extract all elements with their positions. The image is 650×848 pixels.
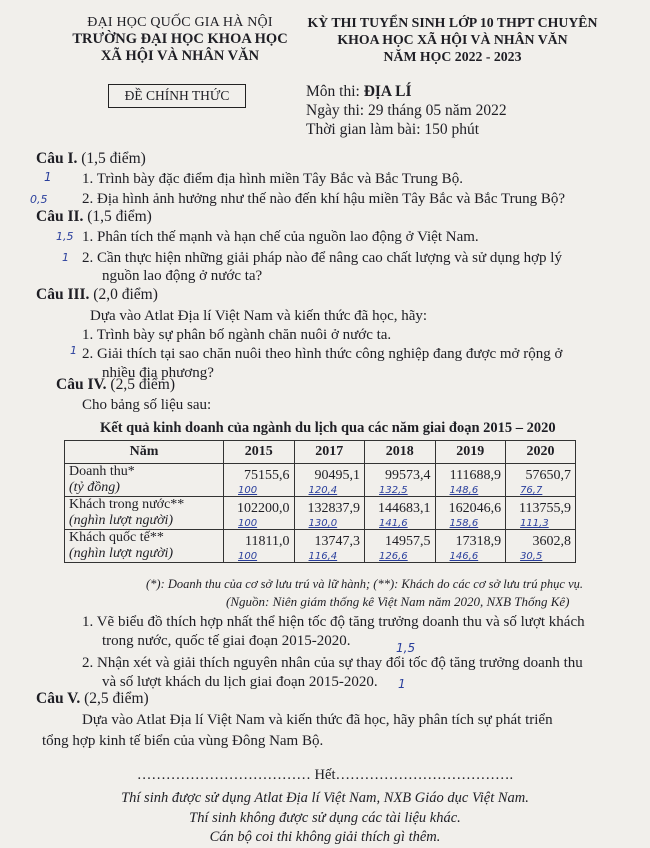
handwritten-index: 130,0 (308, 518, 338, 529)
handwritten-index: 148,6 (449, 485, 479, 496)
university-line-3: XÃ HỘI VÀ NHÂN VĂN (100, 48, 260, 64)
cell-value: 132837,9 (307, 501, 361, 516)
university-line-1: ĐẠI HỌC QUỐC GIA HÀ NỘI (87, 15, 273, 30)
question-4-intro: Cho bảng số liệu sau: (82, 397, 212, 413)
question-2-title: Câu II. (36, 208, 84, 225)
cell-value: 13747,3 (314, 534, 361, 549)
table-cell (435, 464, 506, 497)
cell-value: 57650,7 (525, 468, 571, 483)
handwritten-index: 100 (238, 551, 258, 562)
handwritten-score: 1 (62, 251, 69, 264)
cell-value: 111688,9 (449, 468, 502, 483)
handwritten-index: 76,7 (520, 485, 543, 496)
question-1-item-1: 1. Trình bày đặc điểm địa hình miền Tây Bắc và Bắc Trung Bộ. (82, 171, 463, 187)
question-4-item-1-cont: trong nước, quốc tế giai đoạn 2015-2020. (102, 633, 351, 649)
cell-value: 162046,6 (448, 501, 502, 516)
handwritten-index: 132,5 (379, 485, 408, 496)
handwritten-score: 0,5 (30, 193, 48, 206)
exam-date: Ngày thi: 29 tháng 05 năm 2022 (306, 102, 507, 119)
row-name: Khách trong nước** (69, 497, 185, 512)
subject-label: Môn thi: (306, 83, 364, 100)
table-title: Kết quả kinh doanh của ngành du lịch qua các năm giai đoạn 2015 – 2020 (100, 420, 556, 436)
handwritten-index: 100 (238, 485, 258, 496)
row-name: Doanh thu* (69, 464, 135, 479)
question-2-points: (1,5 điểm) (83, 208, 152, 225)
row-label (65, 530, 224, 563)
question-2-item-1: 1. Phân tích thế mạnh và hạn chế của nguồn lao động ở Việt Nam. (82, 229, 479, 245)
question-2-item-2: 2. Cần thực hiện những giải pháp nào để nâng cao chất lượng và sử dụng hợp lý (82, 250, 562, 266)
question-4-item-2: 2. Nhận xét và giải thích nguyên nhân của sự thay đổi tốc độ tăng trưởng doanh thu (82, 655, 583, 671)
question-4-heading (56, 376, 175, 394)
question-2-heading (36, 208, 152, 226)
table-cell (224, 530, 295, 563)
cell-value: 90495,1 (314, 468, 361, 483)
cell-value: 3602,8 (532, 534, 571, 549)
table-cell (294, 497, 365, 530)
table-row (65, 497, 576, 530)
table-cell (294, 530, 365, 563)
university-line-2: TRƯỜNG ĐẠI HỌC KHOA HỌC (72, 31, 288, 47)
exam-duration: Thời gian làm bài: 150 phút (306, 121, 480, 138)
exam-title-line-2: KHOA HỌC XÃ HỘI VÀ NHÂN VĂN (337, 32, 568, 47)
table-header-year: 2018 (365, 441, 436, 464)
university-block (60, 14, 300, 65)
handwritten-index: 141,6 (379, 518, 408, 529)
question-5-line-2: tổng hợp kinh tế biển của vùng Đông Nam Bộ. (42, 733, 324, 749)
table-header-year: 2019 (435, 441, 506, 464)
footer-note-2: Thí sinh không được sử dụng các tài liệu khác. (189, 810, 461, 826)
handwritten-score: 1 (70, 344, 77, 357)
exam-title-line-3: NĂM HỌC 2022 - 2023 (383, 49, 522, 64)
row-name: Khách quốc tế** (69, 530, 164, 545)
question-5-line-1: Dựa vào Atlat Địa lí Việt Nam và kiến thức đã học, hãy phân tích sự phát triển (82, 712, 553, 728)
handwritten-index: 120,4 (308, 485, 338, 496)
handwritten-score: 1,5 (396, 641, 416, 655)
cell-value: 14957,5 (385, 534, 431, 549)
question-3-title: Câu III. (36, 286, 90, 303)
question-1-title: Câu I. (36, 150, 78, 167)
handwritten-index: 111,3 (520, 518, 549, 529)
table-row (65, 464, 576, 497)
table-row (65, 530, 576, 563)
question-1-points: (1,5 điểm) (77, 150, 146, 167)
question-3-item-2: 2. Giải thích tại sao chăn nuôi theo hình thức công nghiệp đang được mở rộng ở (82, 346, 563, 362)
question-5-points: (2,5 điểm) (80, 690, 149, 707)
cell-value: 144683,1 (378, 501, 431, 516)
handwritten-index: 126,6 (379, 551, 408, 562)
cell-value: 17318,9 (455, 534, 502, 549)
row-unit: (nghìn lượt người) (69, 546, 174, 561)
cell-value: 102200,0 (237, 501, 290, 516)
question-3-heading (36, 286, 158, 304)
table-cell (365, 464, 436, 497)
question-3-item-1: 1. Trình bày sự phân bố ngành chăn nuôi ở nước ta. (82, 327, 392, 343)
cell-value: 11811,0 (245, 534, 290, 549)
table-cell (506, 497, 576, 530)
table-cell (224, 464, 295, 497)
row-unit: (tỷ đồng) (69, 480, 120, 495)
table-header-label: Năm (65, 441, 224, 464)
question-4-title: Câu IV. (56, 376, 107, 393)
table-header-year: 2015 (224, 441, 295, 464)
table-cell (506, 464, 576, 497)
handwritten-index: 116,4 (308, 551, 338, 562)
table-cell (435, 497, 506, 530)
handwritten-score: 1 (44, 170, 52, 184)
exam-title-block (300, 14, 605, 65)
handwritten-index: 30,5 (520, 551, 543, 562)
cell-value: 75155,6 (244, 468, 290, 483)
handwritten-index: 158,6 (449, 518, 479, 529)
footer-note-3: Cán bộ coi thi không giải thích gì thêm. (209, 829, 441, 845)
table-cell (365, 530, 436, 563)
question-1-heading (36, 150, 146, 168)
subject-value: ĐỊA LÍ (363, 83, 412, 100)
question-2-item-2-cont: nguồn lao động ở nước ta? (102, 268, 263, 284)
footer-note-1: Thí sinh được sử dụng Atlat Địa lí Việt Nam, NXB Giáo dục Việt Nam. (121, 790, 529, 806)
table-header-year: 2017 (294, 441, 365, 464)
table-cell (224, 497, 295, 530)
table-source: (Nguồn: Niên giám thống kê Việt Nam năm 2020, NXB Thống Kê) (226, 594, 570, 609)
question-4-points: (2,5 điểm) (106, 376, 175, 393)
official-stamp-box: ĐỀ CHÍNH THỨC (108, 84, 246, 108)
table-header-year: 2020 (506, 441, 576, 464)
question-5-heading (36, 690, 149, 708)
question-3-intro: Dựa vào Atlat Địa lí Việt Nam và kiến thức đã học, hãy: (90, 308, 428, 324)
table-cell (435, 530, 506, 563)
handwritten-score: 1 (398, 677, 406, 691)
subject-line (306, 82, 507, 101)
table-cell (506, 530, 576, 563)
exam-title-line-1: KỲ THI TUYỂN SINH LỚP 10 THPT CHUYÊN (307, 15, 598, 30)
row-unit: (nghìn lượt người) (69, 513, 174, 528)
table-footnote: (*): Doanh thu của cơ sở lưu trú và lữ hành; (**): Khách do các cơ sở lưu trú phục vụ. (146, 577, 583, 591)
question-1-item-2: 2. Địa hình ảnh hưởng như thế nào đến khí hậu miền Tây Bắc và Bắc Trung Bộ? (82, 191, 566, 207)
table-header-row (65, 441, 576, 464)
exam-meta (306, 82, 507, 139)
question-4-item-2-cont: và số lượt khách du lịch giai đoạn 2015-2020. (102, 674, 378, 690)
end-marker: ……………………………… Hết………………………………. (136, 767, 514, 783)
row-label (65, 464, 224, 497)
question-3-item-2-cont: nhiều địa phương? (102, 365, 214, 381)
table-cell (294, 464, 365, 497)
row-label (65, 497, 224, 530)
question-5-title: Câu V. (36, 690, 81, 707)
table-cell (365, 497, 436, 530)
question-4-item-1: 1. Vẽ biểu đồ thích hợp nhất thể hiện tốc độ tăng trưởng doanh thu và số lượt khách (82, 614, 585, 630)
handwritten-index: 146,6 (449, 551, 479, 562)
cell-value: 113755,9 (519, 501, 571, 516)
question-3-points: (2,0 điểm) (89, 286, 158, 303)
handwritten-score: 1,5 (56, 230, 74, 243)
tourism-table (64, 440, 576, 563)
cell-value: 99573,4 (385, 468, 431, 483)
handwritten-index: 100 (238, 518, 258, 529)
